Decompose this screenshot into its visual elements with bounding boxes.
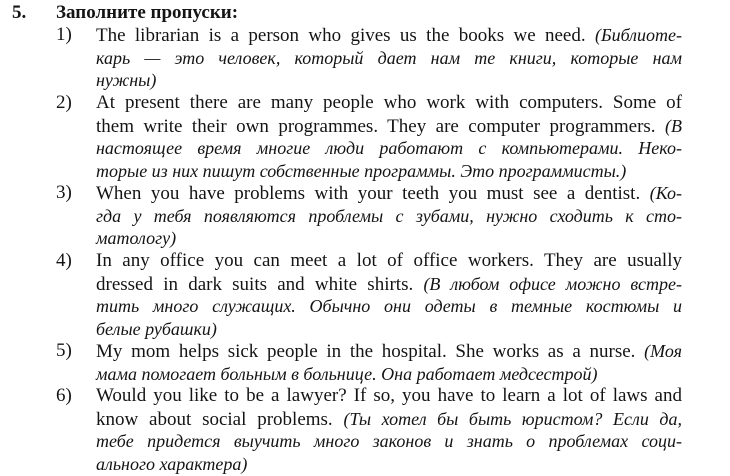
item-number: 5)	[56, 340, 72, 361]
english-text: The librarian is a person who gives us the books we need.	[96, 25, 595, 46]
item-number: 2)	[56, 92, 72, 113]
item-line	[96, 318, 682, 341]
item-line	[96, 24, 682, 47]
exercise-item	[56, 24, 682, 92]
exercise-item	[56, 340, 682, 385]
russian-translation: ального характера)	[96, 453, 248, 474]
english-text: At present there are many people who work with computers. Some of	[96, 92, 682, 113]
item-line	[96, 92, 682, 115]
russian-translation: матологу)	[96, 228, 177, 249]
exercise-number: 5.	[12, 2, 27, 23]
item-line	[96, 408, 682, 431]
item-number: 4)	[56, 250, 72, 271]
item-number: 1)	[56, 24, 72, 45]
exercise-heading	[12, 1, 238, 25]
exercise-item	[56, 385, 682, 475]
english-text: know about social problems.	[96, 408, 344, 430]
item-line	[96, 160, 682, 183]
item-number: 6)	[56, 385, 72, 406]
russian-translation: карь — это человек, который дает нам те книги, которые нам	[96, 47, 682, 68]
english-text: My mom helps sick people in the hospital. She works as a nurse.	[96, 341, 645, 362]
item-line	[96, 115, 682, 138]
item-line	[96, 430, 682, 453]
english-text: them write their own programmes. They are computer programmers.	[96, 115, 665, 137]
english-text: Would you like to be a lawyer? If so, you have to learn a lot of laws and	[96, 385, 682, 406]
item-line	[96, 227, 682, 250]
exercise-item	[56, 92, 682, 182]
russian-translation: нужны)	[96, 70, 157, 91]
russian-translation: белые рубашки)	[96, 318, 217, 339]
russian-translation: (Моя	[644, 341, 682, 361]
russian-translation: (Ко-	[649, 183, 682, 203]
english-text: dressed in dark suits and white shirts.	[96, 273, 424, 295]
russian-translation: тить много служащих. Обычно они одеты в темные костюмы и	[96, 296, 682, 317]
item-line	[96, 182, 682, 205]
item-number: 3)	[56, 182, 72, 203]
russian-translation: (Библиоте-	[594, 25, 682, 45]
english-text: In any office you can meet a lot of office workers. They are usually	[96, 250, 682, 271]
exercise-title: Заполните пропуски:	[56, 2, 239, 23]
english-text: When you have problems with your teeth you must see a dentist.	[96, 183, 650, 204]
item-line	[96, 69, 682, 92]
russian-translation: торые из них пишут собственные программы. Это программисты.)	[96, 160, 627, 181]
item-line	[96, 250, 682, 273]
item-line	[96, 273, 682, 296]
russian-translation: (В любом офисе можно встре-	[423, 273, 682, 294]
russian-translation: настоящее время многие люди работают с компьютерами. Неко-	[96, 138, 682, 159]
item-line	[96, 137, 682, 160]
russian-translation: гда у тебя появляются проблемы с зубами, нужно сходить к сто-	[96, 205, 682, 226]
exercise-item	[56, 250, 682, 340]
item-line	[96, 340, 682, 363]
russian-translation: мама помогает больным в больнице. Она работает медсестрой)	[96, 363, 598, 384]
item-line	[96, 363, 682, 386]
item-line	[96, 205, 682, 228]
russian-translation: (Ты хотел бы быть юристом? Если да,	[343, 408, 682, 429]
russian-translation: (В	[665, 115, 682, 136]
item-line	[96, 295, 682, 318]
item-line	[96, 47, 682, 70]
russian-translation: тебе придется выучить много законов и знать о проблемах соци-	[96, 431, 682, 452]
item-line	[96, 453, 682, 476]
exercise-item	[56, 182, 682, 250]
item-line	[96, 385, 682, 408]
